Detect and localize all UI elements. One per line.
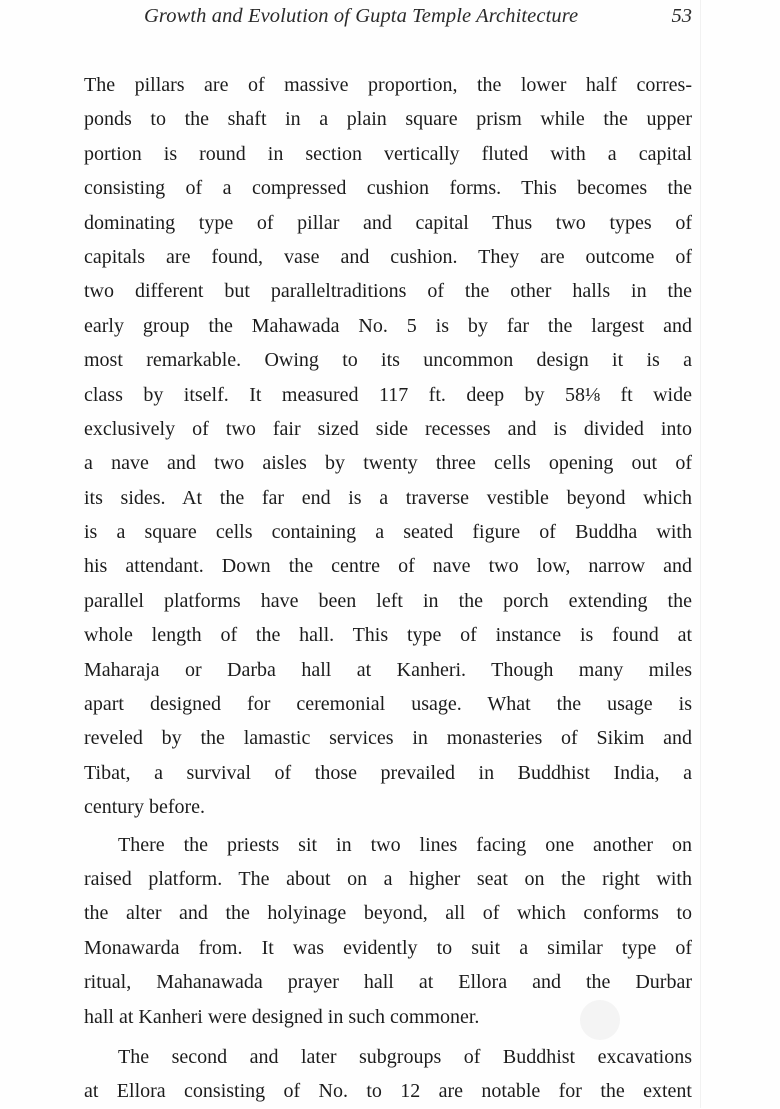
text-line: dominating type of pillar and capital Thus two types of xyxy=(84,211,692,234)
text-line: raised platform. The about on a higher seat on the right with xyxy=(84,867,692,890)
text-line: consisting of a compressed cushion forms. This becomes the xyxy=(84,177,692,200)
text-line: apart designed for ceremonial usage. What the usage is xyxy=(84,693,692,716)
text-line: whole length of the hall. This type of instance is found at xyxy=(84,624,692,647)
text-line: its sides. At the far end is a traverse vestible beyond which xyxy=(84,486,692,509)
text-line: most remarkable. Owing to its uncommon design it is a xyxy=(84,349,692,372)
text-line: a nave and two aisles by twenty three cells opening out of xyxy=(84,452,692,475)
text-line: portion is round in section vertically fluted with a capital xyxy=(84,142,692,165)
text-line: is a square cells containing a seated figure of Buddha with xyxy=(84,521,692,544)
text-line: There the priests sit in two lines facing one another on xyxy=(118,833,692,856)
text-line: the alter and the holyinage beyond, all of which conforms to xyxy=(84,902,692,925)
text-line: Monawarda from. It was evidently to suit a similar type of xyxy=(84,936,692,959)
text-line: early group the Mahawada No. 5 is by far the largest and xyxy=(84,314,692,337)
text-line: two different but paralleltraditions of the other halls in the xyxy=(84,280,692,303)
text-line: Maharaja or Darba hall at Kanheri. Though many miles xyxy=(84,658,692,681)
running-header xyxy=(84,3,692,29)
text-line: The second and later subgroups of Buddhist excavations xyxy=(118,1045,692,1068)
text-line: class by itself. It measured 117 ft. deep by 58⅛ ft wide xyxy=(84,383,692,406)
text-line: ponds to the shaft in a plain square prism while the upper xyxy=(84,108,692,131)
page-edge-shadow xyxy=(700,0,701,1108)
text-line: Tibat, a survival of those prevailed in Buddhist India, a xyxy=(84,761,692,784)
text-line: reveled by the lamastic services in monasteries of Sikim and xyxy=(84,727,692,750)
page-number: 53 xyxy=(671,5,692,27)
paragraph-2 xyxy=(84,828,692,1034)
text-line: capitals are found, vase and cushion. They are outcome of xyxy=(84,245,692,268)
text-line: his attendant. Down the centre of nave two low, narrow and xyxy=(84,555,692,578)
text-line: exclusively of two fair sized side recesses and is divided into xyxy=(84,417,692,440)
text-line: century before. xyxy=(84,796,206,819)
text-line: The pillars are of massive proportion, the lower half corres- xyxy=(84,74,692,96)
paragraph-3 xyxy=(84,1040,692,1109)
body-text xyxy=(84,68,692,1109)
text-line: parallel platforms have been left in the porch extending the xyxy=(84,589,692,612)
running-title: Growth and Evolution of Gupta Temple Architecture xyxy=(144,5,579,27)
text-line: hall at Kanheri were designed in such commoner. xyxy=(84,1005,480,1028)
text-line: at Ellora consisting of No. to 12 are notable for the extent xyxy=(84,1080,692,1103)
paragraph-1 xyxy=(84,68,692,825)
text-line: ritual, Mahanawada prayer hall at Ellora and the Durbar xyxy=(84,971,692,994)
